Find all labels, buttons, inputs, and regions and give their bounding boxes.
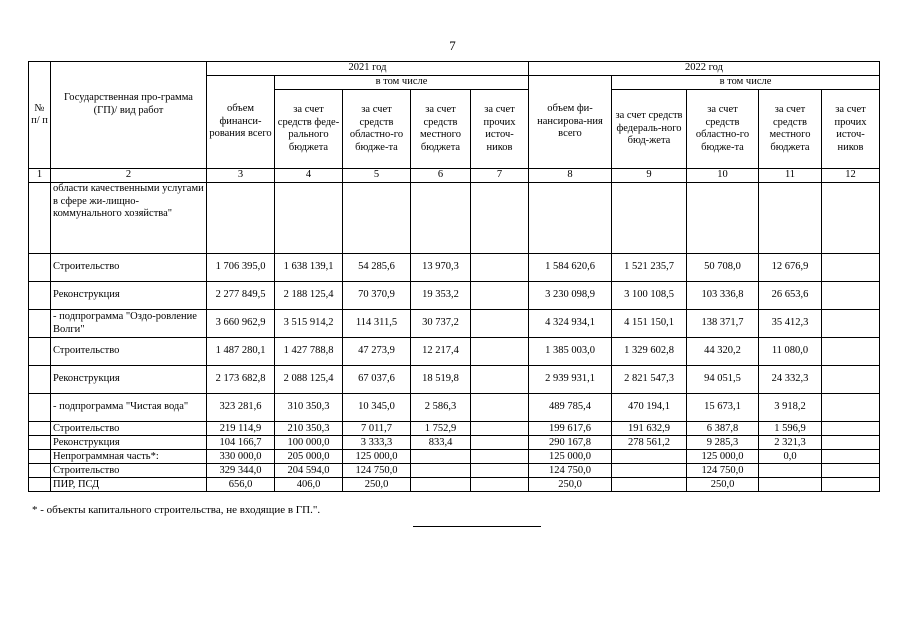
value-cell — [822, 450, 880, 464]
value-cell — [411, 464, 471, 478]
value-cell: 50 708,0 — [687, 254, 759, 282]
value-cell: 11 080,0 — [759, 338, 822, 366]
value-cell: 24 332,3 — [759, 366, 822, 394]
value-cell — [471, 464, 529, 478]
value-cell: 1 752,9 — [411, 422, 471, 436]
row-name: Строительство — [51, 254, 207, 282]
value-cell: 219 114,9 — [207, 422, 275, 436]
value-cell — [822, 183, 880, 254]
value-cell: 114 311,5 — [343, 310, 411, 338]
value-cell: 30 737,2 — [411, 310, 471, 338]
value-cell — [471, 478, 529, 492]
value-cell: 3 333,3 — [343, 436, 411, 450]
value-cell: 2 188 125,4 — [275, 282, 343, 310]
value-cell: 833,4 — [411, 436, 471, 450]
row-number — [29, 450, 51, 464]
row-number — [29, 464, 51, 478]
header-federal-2021: за счет средств феде-рального бюджета — [275, 90, 343, 169]
header-other-2022: за счет прочих источ-ников — [822, 90, 880, 169]
value-cell: 2 939 931,1 — [529, 366, 612, 394]
value-cell: 103 336,8 — [687, 282, 759, 310]
value-cell: 656,0 — [207, 478, 275, 492]
value-cell: 210 350,3 — [275, 422, 343, 436]
header-index-row — [29, 169, 880, 183]
value-cell: 1 385 003,0 — [529, 338, 612, 366]
value-cell: 94 051,5 — [687, 366, 759, 394]
value-cell: 2 321,3 — [759, 436, 822, 450]
row-number — [29, 183, 51, 254]
table-row — [29, 338, 880, 366]
header-program: Государственная про-грамма (ГП)/ вид работ — [51, 62, 207, 169]
header-year-2021: 2021 год — [207, 62, 529, 76]
value-cell: 2 088 125,4 — [275, 366, 343, 394]
value-cell — [471, 183, 529, 254]
table-row — [29, 254, 880, 282]
value-cell: 35 412,3 — [759, 310, 822, 338]
value-cell: 406,0 — [275, 478, 343, 492]
table-row — [29, 282, 880, 310]
value-cell — [822, 394, 880, 422]
row-name: Непрограммная часть*: — [51, 450, 207, 464]
row-name: Реконструкция — [51, 366, 207, 394]
page-number: 7 — [449, 38, 456, 53]
row-number — [29, 366, 51, 394]
row-name: области качественными услугами в сфере жи-лищно-коммунального хозяйства" — [51, 183, 207, 254]
header-num: № п/ п — [29, 62, 51, 169]
header-regional-2021: за счет средств областно-го бюдже-та — [343, 90, 411, 169]
value-cell — [207, 183, 275, 254]
value-cell — [612, 478, 687, 492]
value-cell — [471, 436, 529, 450]
value-cell — [411, 450, 471, 464]
table-row — [29, 436, 880, 450]
row-number — [29, 254, 51, 282]
value-cell — [471, 450, 529, 464]
col-index: 10 — [687, 169, 759, 183]
value-cell: 4 324 934,1 — [529, 310, 612, 338]
col-index: 4 — [275, 169, 343, 183]
value-cell — [529, 183, 612, 254]
value-cell: 44 320,2 — [687, 338, 759, 366]
header-total-2021: объем финанси-рования всего — [207, 76, 275, 169]
value-cell: 7 011,7 — [343, 422, 411, 436]
row-number — [29, 422, 51, 436]
table-row — [29, 450, 880, 464]
header-federal-2022: за счет средств федераль-ного бюд-жета — [612, 90, 687, 169]
row-name: - подпрограмма "Оздо-ровление Волги" — [51, 310, 207, 338]
col-index: 3 — [207, 169, 275, 183]
value-cell — [822, 310, 880, 338]
value-cell — [612, 183, 687, 254]
row-number — [29, 282, 51, 310]
header-total-2022: объем фи-нансирова-ния всего — [529, 76, 612, 169]
value-cell — [471, 422, 529, 436]
header-years-row — [29, 62, 880, 76]
header-year-2022: 2022 год — [529, 62, 880, 76]
value-cell — [612, 450, 687, 464]
value-cell — [275, 183, 343, 254]
row-name: Строительство — [51, 422, 207, 436]
value-cell: 67 037,6 — [343, 366, 411, 394]
value-cell: 9 285,3 — [687, 436, 759, 450]
row-name: Реконструкция — [51, 436, 207, 450]
value-cell: 10 345,0 — [343, 394, 411, 422]
value-cell: 138 371,7 — [687, 310, 759, 338]
value-cell — [343, 183, 411, 254]
value-cell: 12 217,4 — [411, 338, 471, 366]
value-cell: 323 281,6 — [207, 394, 275, 422]
header-local-2022: за счет средств местного бюджета — [759, 90, 822, 169]
value-cell: 104 166,7 — [207, 436, 275, 450]
col-index: 1 — [29, 169, 51, 183]
row-name: - подпрограмма "Чистая вода" — [51, 394, 207, 422]
value-cell: 199 617,6 — [529, 422, 612, 436]
value-cell — [471, 310, 529, 338]
value-cell: 4 151 150,1 — [612, 310, 687, 338]
value-cell: 489 785,4 — [529, 394, 612, 422]
value-cell — [471, 366, 529, 394]
value-cell — [822, 254, 880, 282]
value-cell: 18 519,8 — [411, 366, 471, 394]
value-cell — [471, 254, 529, 282]
value-cell: 1 706 395,0 — [207, 254, 275, 282]
value-cell — [411, 478, 471, 492]
value-cell: 205 000,0 — [275, 450, 343, 464]
value-cell — [759, 478, 822, 492]
value-cell: 2 173 682,8 — [207, 366, 275, 394]
header-local-2021: за счет средств местного бюджета — [411, 90, 471, 169]
value-cell — [471, 338, 529, 366]
value-cell: 329 344,0 — [207, 464, 275, 478]
value-cell: 3 918,2 — [759, 394, 822, 422]
value-cell: 470 194,1 — [612, 394, 687, 422]
value-cell: 1 584 620,6 — [529, 254, 612, 282]
value-cell: 124 750,0 — [687, 464, 759, 478]
header-incl-2022: в том числе — [612, 76, 880, 90]
footnote: * - объекты капитального строительства, не входящие в ГП.". — [32, 504, 321, 516]
value-cell — [822, 366, 880, 394]
value-cell: 13 970,3 — [411, 254, 471, 282]
row-name: Строительство — [51, 464, 207, 478]
value-cell — [687, 183, 759, 254]
value-cell — [822, 478, 880, 492]
value-cell: 125 000,0 — [687, 450, 759, 464]
value-cell: 310 350,3 — [275, 394, 343, 422]
col-index: 9 — [612, 169, 687, 183]
value-cell: 2 821 547,3 — [612, 366, 687, 394]
value-cell: 330 000,0 — [207, 450, 275, 464]
value-cell — [411, 183, 471, 254]
value-cell: 204 594,0 — [275, 464, 343, 478]
header-other-2021: за счет прочих источ-ников — [471, 90, 529, 169]
value-cell: 47 273,9 — [343, 338, 411, 366]
value-cell: 3 100 108,5 — [612, 282, 687, 310]
value-cell: 26 653,6 — [759, 282, 822, 310]
table-row — [29, 366, 880, 394]
value-cell — [759, 183, 822, 254]
col-index: 5 — [343, 169, 411, 183]
end-rule — [413, 526, 541, 527]
value-cell: 2 586,3 — [411, 394, 471, 422]
value-cell: 6 387,8 — [687, 422, 759, 436]
row-number — [29, 478, 51, 492]
table-row — [29, 183, 880, 254]
value-cell: 3 230 098,9 — [529, 282, 612, 310]
value-cell — [759, 464, 822, 478]
value-cell: 1 427 788,8 — [275, 338, 343, 366]
value-cell: 1 487 280,1 — [207, 338, 275, 366]
col-index: 7 — [471, 169, 529, 183]
value-cell: 290 167,8 — [529, 436, 612, 450]
value-cell — [822, 436, 880, 450]
value-cell: 250,0 — [687, 478, 759, 492]
value-cell — [471, 282, 529, 310]
col-index: 6 — [411, 169, 471, 183]
value-cell: 191 632,9 — [612, 422, 687, 436]
value-cell: 70 370,9 — [343, 282, 411, 310]
value-cell — [822, 422, 880, 436]
value-cell — [822, 464, 880, 478]
value-cell: 1 521 235,7 — [612, 254, 687, 282]
table-row — [29, 478, 880, 492]
col-index: 8 — [529, 169, 612, 183]
row-name: Строительство — [51, 338, 207, 366]
table-row — [29, 464, 880, 478]
value-cell: 278 561,2 — [612, 436, 687, 450]
value-cell: 125 000,0 — [529, 450, 612, 464]
value-cell: 1 638 139,1 — [275, 254, 343, 282]
value-cell: 2 277 849,5 — [207, 282, 275, 310]
row-number — [29, 436, 51, 450]
header-regional-2022: за счет средств областно-го бюдже-та — [687, 90, 759, 169]
value-cell: 100 000,0 — [275, 436, 343, 450]
value-cell — [471, 394, 529, 422]
value-cell: 54 285,6 — [343, 254, 411, 282]
value-cell: 1 596,9 — [759, 422, 822, 436]
value-cell: 15 673,1 — [687, 394, 759, 422]
value-cell — [612, 464, 687, 478]
table-row — [29, 394, 880, 422]
col-index: 12 — [822, 169, 880, 183]
value-cell: 125 000,0 — [343, 450, 411, 464]
value-cell: 3 660 962,9 — [207, 310, 275, 338]
row-name: ПИР, ПСД — [51, 478, 207, 492]
value-cell: 1 329 602,8 — [612, 338, 687, 366]
row-name: Реконструкция — [51, 282, 207, 310]
value-cell: 19 353,2 — [411, 282, 471, 310]
value-cell: 250,0 — [343, 478, 411, 492]
value-cell: 124 750,0 — [343, 464, 411, 478]
financing-table — [28, 61, 880, 492]
value-cell: 124 750,0 — [529, 464, 612, 478]
header-incl-2021: в том числе — [275, 76, 529, 90]
table-row — [29, 310, 880, 338]
value-cell — [822, 338, 880, 366]
value-cell: 12 676,9 — [759, 254, 822, 282]
value-cell: 250,0 — [529, 478, 612, 492]
row-number — [29, 310, 51, 338]
row-number — [29, 338, 51, 366]
table-row — [29, 422, 880, 436]
col-index: 2 — [51, 169, 207, 183]
value-cell: 0,0 — [759, 450, 822, 464]
value-cell: 3 515 914,2 — [275, 310, 343, 338]
value-cell — [822, 282, 880, 310]
row-number — [29, 394, 51, 422]
col-index: 11 — [759, 169, 822, 183]
